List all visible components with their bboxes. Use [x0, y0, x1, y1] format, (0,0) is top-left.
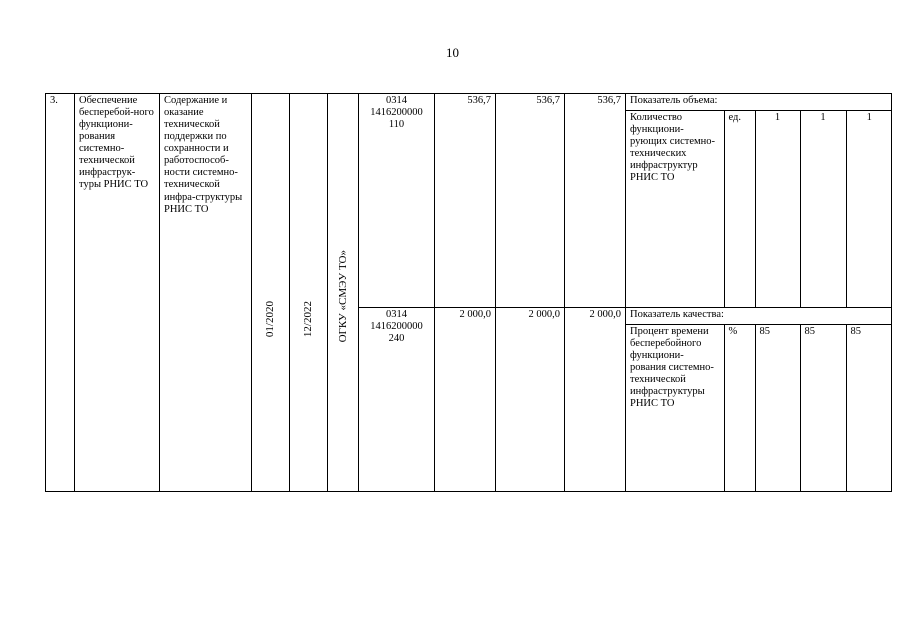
task-cell: Обеспечение бесперебой-ного функциони-рования системно-технической инфраструк-туры РНИС ТО — [75, 94, 160, 492]
table-row — [626, 325, 892, 491]
end-date-cell — [290, 94, 328, 492]
indicator-unit: % — [724, 325, 755, 491]
executor-cell — [328, 94, 359, 492]
start-date-cell — [252, 94, 290, 492]
indicator-name: Процент времени бесперебойного функциони-рования системно-технической инфраструктуры РНИС ТО — [626, 325, 724, 491]
table-row — [626, 111, 892, 307]
budget-code: 0314 1416200000 240 — [359, 308, 435, 492]
activity-cell: Содержание и оказание технической поддержки по сохранности и работоспособ-ности системно-технической инфра-структуры РНИС ТО — [160, 94, 252, 492]
end-date: 12/2022 — [302, 300, 315, 337]
indicator-name: Количество функциони-рующих системно-технических инфраструктур РНИС ТО — [626, 111, 724, 307]
budget-value: 2 000,0 — [435, 308, 496, 492]
indicator-cell — [626, 308, 892, 492]
indicator-target: 85 — [850, 326, 861, 337]
page-number: 10 — [446, 45, 459, 60]
indicator-target: 1 — [755, 111, 800, 307]
budget-value: 536,7 — [565, 94, 626, 308]
indicator-cell — [626, 94, 892, 308]
executor: ОГКУ «СМЭУ ТО» — [336, 249, 349, 342]
budget-value: 536,7 — [435, 94, 496, 308]
program-table — [45, 93, 892, 492]
start-date: 01/2020 — [264, 300, 277, 337]
indicator-target: 1 — [800, 111, 846, 307]
indicator-type: Показатель объема: — [626, 94, 891, 111]
indicator-target: 1 — [866, 112, 872, 123]
indicator-target: 85 — [755, 325, 800, 491]
budget-value: 536,7 — [496, 94, 565, 308]
row-number: 3. — [46, 94, 75, 492]
indicator-table — [626, 325, 892, 491]
indicator-target: 85 — [800, 325, 846, 491]
budget-value: 2 000,0 — [565, 308, 626, 492]
budget-value: 2 000,0 — [496, 308, 565, 492]
table-row — [46, 94, 892, 308]
indicator-unit: ед. — [724, 111, 755, 307]
indicator-type: Показатель качества: — [626, 308, 891, 325]
budget-code: 0314 1416200000 110 — [359, 94, 435, 308]
indicator-table — [626, 111, 892, 307]
